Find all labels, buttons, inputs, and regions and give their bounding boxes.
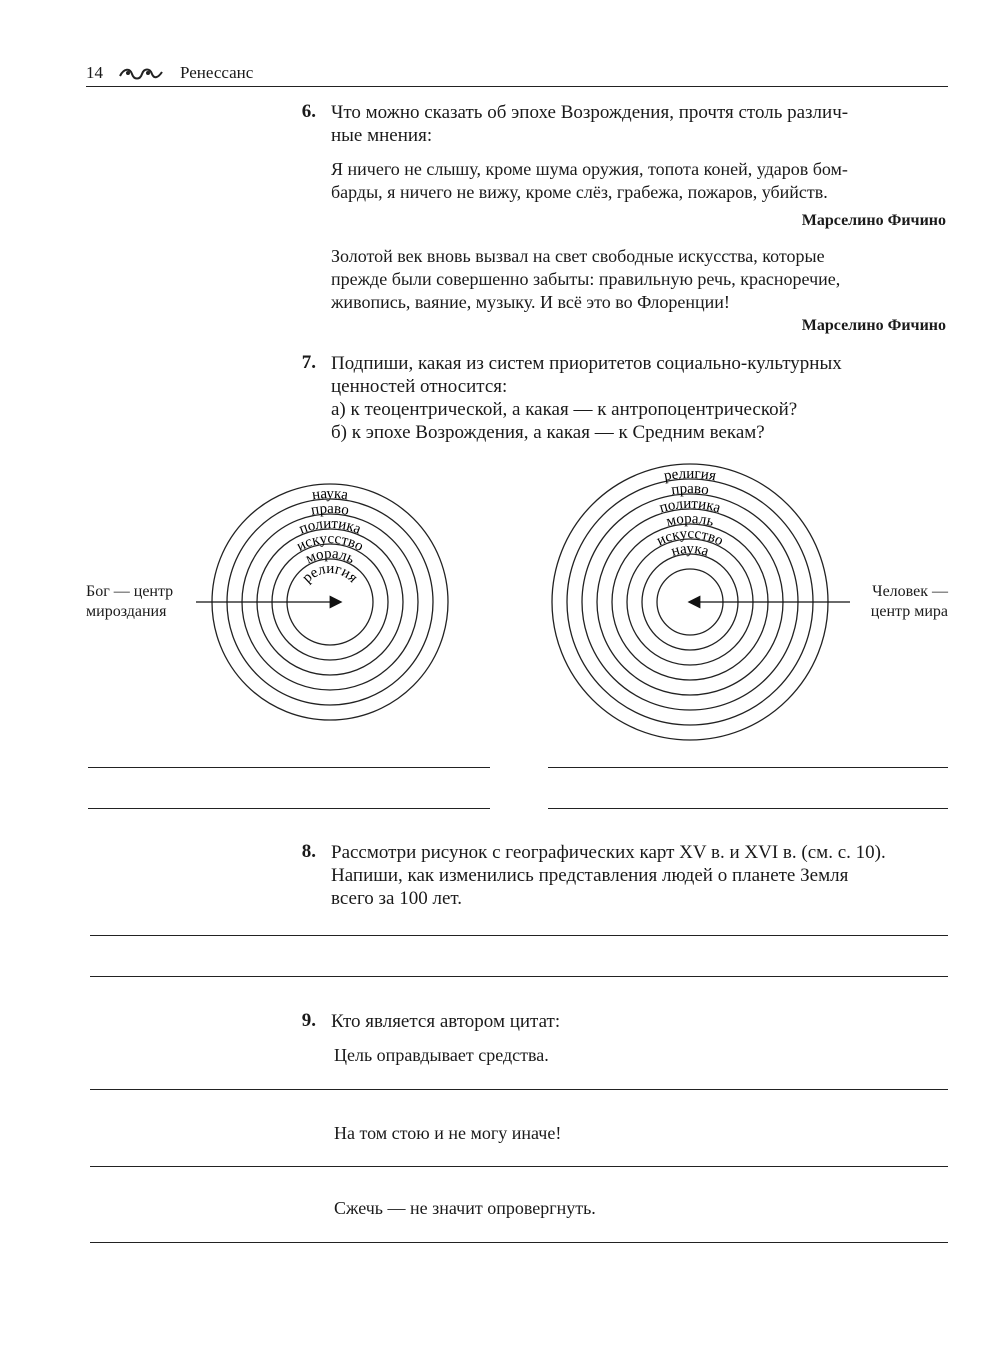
answer-line-q8-1[interactable] [90,935,948,936]
quote-1-line: Я ничего не слышу, кроме шума оружия, топота коней, ударов бом- [331,159,848,179]
right-ring-label: наука [669,540,711,560]
left-ring-label: религия [299,560,361,587]
quote-1-author: Марселино Фичино [801,212,946,229]
question-7-number: 7. [301,352,316,373]
page-number: 14 [86,63,103,82]
section-title: Ренессанс [180,63,254,82]
question-6-line: ные мнения: [331,125,433,146]
answer-line-q9-2[interactable] [90,1166,948,1167]
answer-line-q9-3[interactable] [90,1242,948,1243]
quote-1 [331,158,948,204]
left-ring-label: наука [311,485,350,504]
right-diagram-label [848,582,948,622]
left-label-line: мироздания [86,603,167,620]
right-label-line: центр мира [870,603,948,620]
question-6-number: 6. [301,101,316,122]
question-8-line: Рассмотри рисунок с географических карт XV в. и XVI в. (см. с. 10). [331,842,886,863]
question-8-line: Напиши, как изменились представления людей о планете Земля [331,865,849,886]
answer-line-q8-2[interactable] [90,976,948,977]
question-7-line: ценностей относится: [331,376,508,397]
left-ring-label: право [309,500,351,519]
right-ring-label: искусство [654,525,726,550]
question-6-line: Что можно сказать об эпохе Возрождения, прочтя столь различ- [331,102,849,123]
answer-line-q9-1[interactable] [90,1089,948,1090]
right-label-line: Человек — [872,583,948,600]
quote-1-line: барды, я ничего не вижу, кроме слёз, грабежа, пожаров, убийств. [331,182,828,202]
question-8-number: 8. [301,841,316,862]
left-diagram [196,484,448,720]
question-9-intro: Кто является автором цитат: [331,1011,561,1032]
right-ring-label: право [670,480,710,499]
question-6-text [331,101,948,147]
question-9-quote-3: Сжечь — не значит опровергнуть. [334,1198,596,1218]
left-label-line: Бог — центр [86,583,174,600]
question-8-line: всего за 100 лет. [331,888,463,909]
question-7-line: б) к эпохе Возрождения, а какая — к Средним векам? [331,422,765,443]
quote-2-author: Марселино Фичино [801,317,946,334]
right-ring-label: мораль [664,510,716,531]
left-ring-label: мораль [303,545,357,568]
question-8-text [331,841,951,910]
question-7-line: а) к теоцентрической, а какая — к антропоцентрической? [331,399,798,420]
quote-2-line: Золотой век вновь вызвал на свет свободные искусства, которые [331,246,825,266]
swirl-ornament-icon [118,64,164,84]
answer-line-right-2[interactable] [548,808,948,809]
answer-line-left-1[interactable] [88,767,490,768]
answer-line-left-2[interactable] [88,808,490,809]
question-9-quote-2: На том стою и не могу иначе! [334,1123,562,1143]
left-diagram-label [86,582,196,622]
left-ring-label: политика [297,515,364,538]
quote-2-line: прежде были совершенно забыты: правильную речь, красноречие, [331,269,841,289]
right-ring-label: религия [662,465,718,485]
question-7-line: Подпиши, какая из систем приоритетов социально-культурных [331,353,842,374]
quote-2 [331,245,948,314]
question-7-text [331,352,948,444]
left-ring-label: искусство [294,530,366,555]
right-diagram [552,464,850,740]
quote-2-line: живопись, ваяние, музыку. И всё это во Флоренции! [331,292,730,312]
question-9-quote-1: Цель оправдывает средства. [334,1045,549,1065]
header-divider [86,86,948,87]
right-ring-label: политика [657,495,723,517]
answer-line-right-1[interactable] [548,767,948,768]
question-9-number: 9. [301,1010,316,1031]
